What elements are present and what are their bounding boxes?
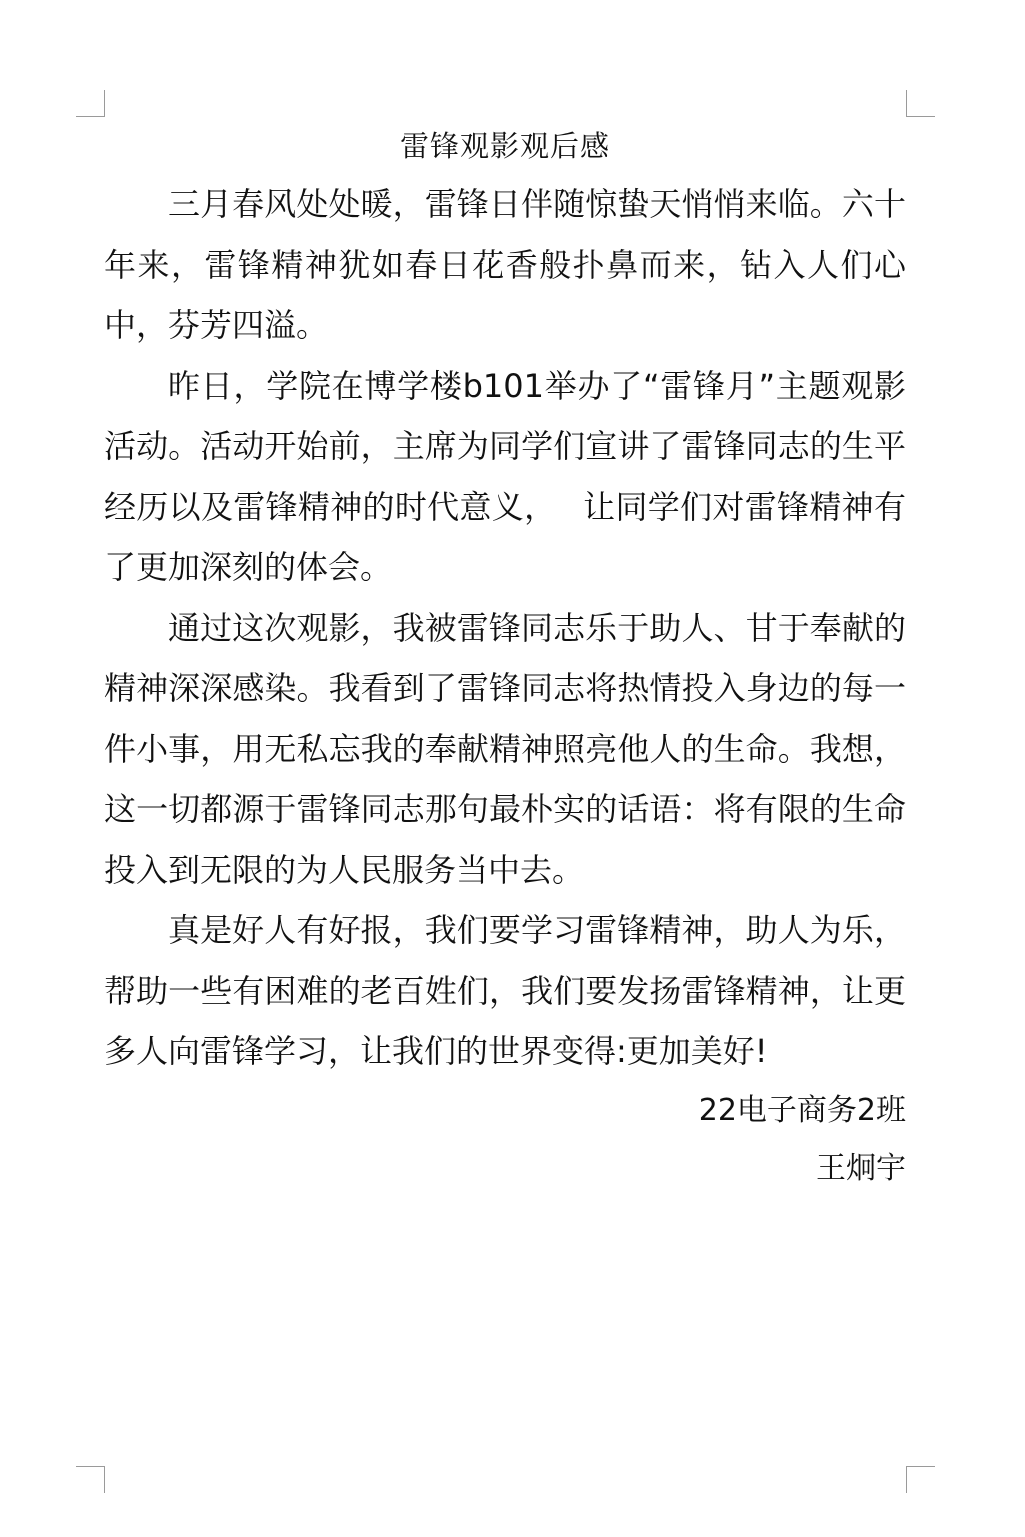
crop-mark-bottom-right: [906, 1466, 935, 1493]
document-body: [104, 124, 906, 1198]
paragraph-2: 昨日，学院在博学楼b101举办了“雷锋月”主题观影活动。活动开始前，主席为同学们宣讲了雷锋同志的生平经历以及雷锋精神的时代意义， 让同学们对雷锋精神有了更加深刻的体会。: [104, 366, 906, 586]
crop-mark-bottom-left: [76, 1466, 105, 1493]
signature-class: 22电子商务2班: [698, 1092, 906, 1128]
paragraph-4: 真是好人有好报，我们要学习雷锋精神，助人为乐，帮助一些有困难的老百姓们，我们要发扬雷锋精神，让更多人向雷锋学习，让我们的世界变得:更加美好!: [104, 911, 906, 1070]
crop-mark-top-right: [906, 90, 935, 117]
document-title: 雷锋观影观后感: [399, 129, 610, 163]
paragraph-1: 三月春风处处暖，雷锋日伴随惊蛰天悄悄来临。六十年来，雷锋精神犹如春日花香般扑鼻而来，钻入人们心中，芬芳四溢。: [104, 185, 906, 344]
paragraph-3: 通过这次观影，我被雷锋同志乐于助人、甘于奉献的精神深深感染。我看到了雷锋同志将热情投入身边的每一件小事，用无私忘我的奉献精神照亮他人的生命。我想，这一切都源于雷锋同志那句最朴实的话语：将有限的生命投入到无限的为人民服务当中去。: [104, 608, 906, 889]
signature-author: 王炯宇: [816, 1150, 906, 1186]
crop-mark-top-left: [76, 90, 105, 117]
